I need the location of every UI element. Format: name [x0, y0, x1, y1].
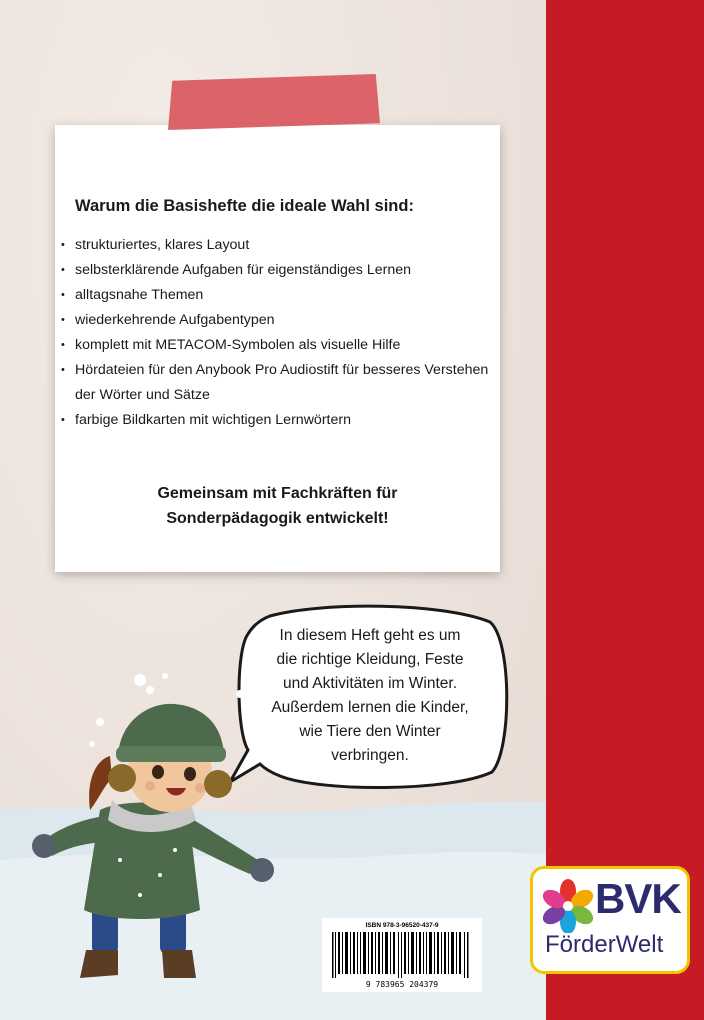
barcode [322, 918, 482, 992]
list-item: • farbige Bildkarten mit wichtigen Lernwörtern [61, 408, 491, 433]
list-item: • strukturiertes, klares Layout [61, 233, 491, 258]
publisher-logo [530, 866, 690, 974]
emphasis-line: Gemeinsam mit Fachkräften für [157, 485, 398, 502]
bubble-line: verbringen. [331, 747, 409, 764]
list-item: • alltagsnahe Themen [61, 283, 491, 308]
list-item: • selbsterklärende Aufgaben für eigenständiges Lernen [61, 258, 491, 283]
bubble-line: die richtige Kleidung, Feste [276, 651, 464, 668]
bubble-line: und Aktivitäten im Winter. [282, 675, 458, 692]
note-heading: Warum die Basishefte die ideale Wahl sind: [75, 197, 414, 215]
flower-logo-icon [541, 879, 595, 933]
feature-list [61, 233, 491, 433]
bubble-line: Außerdem lernen die Kinder, [271, 699, 469, 716]
list-item: • wiederkehrende Aufgabentypen [61, 308, 491, 333]
emphasis-text [55, 481, 500, 531]
list-item: • komplett mit METACOM-Symbolen als visuelle Hilfe [61, 333, 491, 358]
emphasis-line: Sonderpädagogik entwickelt! [166, 510, 389, 527]
logo-brand: BVK [595, 875, 681, 922]
tape-strip [168, 74, 380, 130]
logo-subtitle: FörderWelt [545, 931, 664, 958]
barcode-bars [332, 932, 472, 978]
info-note-card [55, 125, 500, 572]
isbn-label: ISBN 978-3-96520-437-9 [365, 922, 439, 929]
bubble-line: wie Tiere den Winter [299, 723, 441, 740]
list-item: • Hördateien für den Anybook Pro Audiostift für besseres Verstehen der Wörter und Sätze [61, 358, 491, 408]
barcode-digits: 9 783965 204379 [365, 980, 439, 989]
bubble-line: In diesem Heft geht es um [279, 627, 461, 644]
